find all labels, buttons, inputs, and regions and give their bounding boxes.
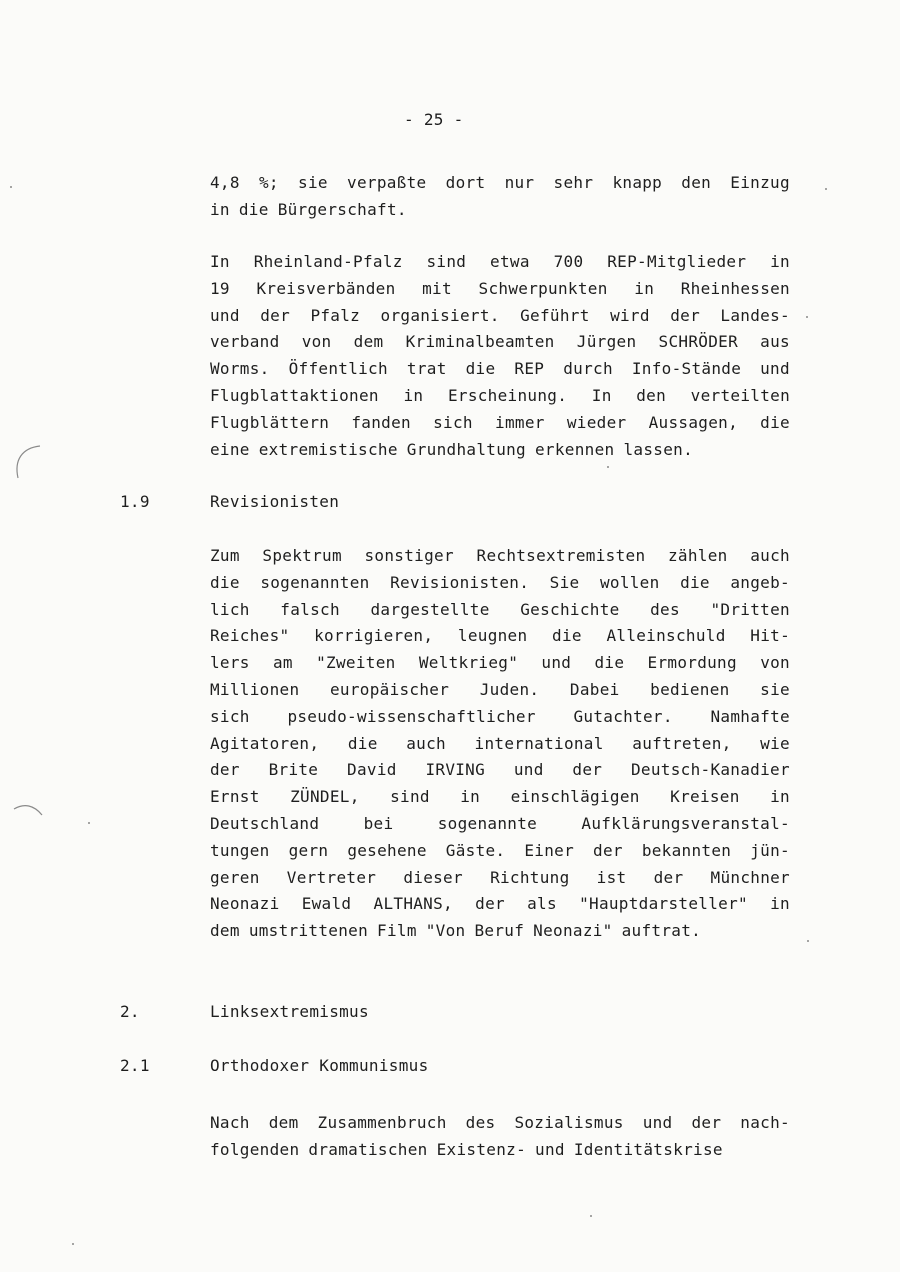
word: Juden. [479,679,540,699]
word: dramatischen [308,1139,428,1159]
word: Beruf [474,921,525,941]
word: sie [298,173,328,192]
word: Neonazi [210,894,280,914]
word: REP-Mitglieder [607,252,747,271]
scan-margin-mark [8,440,48,500]
word: Info-Stände [631,359,742,379]
word: durch [563,359,613,379]
word: Identitätskrise [573,1139,723,1159]
word: die [552,626,582,646]
word: den [681,173,712,192]
word: "Von [425,921,466,941]
word: Rheinland-Pfalz [253,252,403,271]
word: Brite [268,760,319,780]
word: umstrittenen [248,921,369,941]
word: Kreisverbänden [256,278,396,298]
word: auch [406,733,446,753]
word: 19 [210,278,230,298]
word: Bürgerschaft. [277,199,407,219]
word: Vertreter [286,867,377,887]
scan-speck [807,940,809,942]
word: die [760,412,790,432]
word: die [594,653,625,673]
word: in [634,278,655,298]
word: etwa [490,252,530,271]
word: wie [760,733,790,753]
text-line [210,276,790,303]
text-line [210,677,790,704]
word: bekannten [641,840,732,860]
word: ist [596,867,627,887]
scan-margin-mark [8,795,48,825]
word: Geführt [520,305,590,325]
word: als [527,894,557,914]
word: Deutsch-Kanadier [630,760,790,780]
scan-speck [88,822,90,824]
word: sich [210,706,250,726]
text-line [210,570,790,597]
word: Rechtsextremisten [476,546,646,565]
word: dargestellte [370,599,490,619]
word: in [770,894,790,914]
word: "Dritten [710,599,790,619]
word: David [347,760,397,780]
text-line [210,356,790,383]
word: der [572,760,603,780]
text-line [210,891,790,918]
section-title-orthodoxer-kommunismus: Orthodoxer Kommunismus [210,1056,429,1075]
word: auch [750,546,790,565]
word: gern [288,840,329,860]
word: 700 [553,252,584,271]
word: Ewald [301,894,352,914]
paragraph-kommunismus [210,1110,790,1164]
word: sonstiger [364,546,454,565]
paragraph-revisionisten [210,543,790,945]
word: und [513,760,544,780]
text-line [210,704,790,731]
word: Zum [210,546,240,565]
word: einschlägigen [510,787,640,807]
word: wieder [566,412,627,432]
word: Sie [549,572,580,592]
text-line [210,1110,790,1137]
scan-speck [72,1243,74,1245]
word: verteilten [690,385,790,405]
word: Ernst [210,787,260,807]
word: in [403,385,424,405]
word: Namhafte [710,706,790,726]
text-line [210,757,790,784]
word: folgenden [210,1139,300,1159]
word: falsch [280,599,340,619]
word: REP [514,359,545,379]
text-line [210,303,790,330]
word: die [347,733,378,753]
word: dem [353,332,384,352]
word: pseudo-wissenschaftlicher [287,706,536,726]
word: sehr [553,173,594,192]
word: sind [426,252,467,271]
word: europäischer [329,679,450,699]
word: %; [258,173,279,192]
word: Erscheinung. [447,385,568,405]
word: verpaßte [347,173,427,192]
word: dem [268,1113,299,1132]
word: auftreten, [632,733,732,753]
word: mit [422,278,452,298]
word: Geschichte [520,599,620,619]
word: Reiches" [210,626,290,646]
word: Alleinschuld [606,626,726,646]
word: Sozialismus [514,1113,624,1132]
word: der [260,305,291,325]
word: zählen [667,546,728,565]
word: die [465,359,496,379]
word: den [636,385,667,405]
text-line [210,811,790,838]
word: dieser [403,867,463,887]
word: Dabei [569,679,620,699]
word: der [475,894,505,914]
word: Richtung [490,867,570,887]
word: und [210,305,240,325]
word: ALTHANS, [373,894,453,914]
word: in [770,787,790,807]
word: der [593,840,623,860]
word: "Zweiten [316,653,396,673]
word: Aussagen, [648,412,739,432]
word: Schwerpunkten [478,278,608,298]
word: der [670,305,701,325]
word: in [460,787,481,807]
section-title-linksextremismus: Linksextremismus [210,1002,369,1021]
word: Münchner [710,867,790,887]
word: lich [210,599,250,619]
word: Einzug [730,173,790,192]
word: ZÜNDEL, [290,787,360,807]
text-line [210,597,790,624]
text-line [210,918,790,945]
text-line [210,249,790,276]
word: Ermordung [647,653,737,673]
word: tungen [210,840,270,860]
word: Landes- [720,305,790,325]
paragraph-hamburg-result [210,170,790,224]
scan-speck [10,186,12,188]
text-line [210,410,790,437]
word: sind [390,787,430,807]
word: der [210,760,240,780]
word: gesehene [347,840,427,860]
word: wollen [599,572,660,592]
word: Jürgen [576,332,637,352]
word: Zusammenbruch [317,1113,447,1132]
word: in [770,252,790,271]
word: sich [433,412,473,432]
text-line [210,170,790,197]
word: extremistische [258,439,398,459]
word: Kreisen [670,787,740,807]
word: Neonazi" [533,921,613,941]
word: immer [495,412,545,432]
word: und [760,359,790,379]
word: Einer [524,840,575,860]
word: dem [210,921,240,941]
word: der [653,867,684,887]
word: sie [760,679,790,699]
word: korrigieren, [314,626,434,646]
word: Film [377,921,417,941]
word: in [210,199,230,219]
word: wird [610,305,650,325]
text-line [210,731,790,758]
page-number: - 25 - [404,110,464,129]
word: verband [210,332,280,352]
word: Pfalz [310,305,361,325]
word: nach- [740,1113,790,1132]
text-line [210,865,790,892]
word: Millionen [210,679,300,699]
text-line [210,650,790,677]
section-number-2: 2. [120,1002,140,1021]
word: Gutachter. [573,706,673,726]
word: knapp [612,173,663,192]
word: auftrat. [621,921,702,941]
text-line [210,784,790,811]
section-number-1-9: 1.9 [120,492,150,511]
word: In [210,252,230,271]
scan-speck [590,1215,592,1217]
scan-speck [607,466,609,468]
word: des [465,1113,496,1132]
word: organisiert. [380,305,500,325]
word: Spektrum [262,546,342,565]
word: die [680,572,710,592]
word: lers [210,653,250,673]
text-line [210,623,790,650]
word: Nach [210,1113,250,1132]
scan-speck [806,316,808,318]
text-line [210,437,790,464]
word: Flugblattaktionen [210,385,379,405]
word: dort [445,173,486,192]
word: Öffentlich [288,359,388,379]
text-line [210,838,790,865]
text-line [210,1137,790,1164]
word: die [210,572,240,592]
word: Kriminalbeamten [405,332,555,352]
paragraph-rheinland-pfalz [210,249,790,463]
word: geren [210,867,260,887]
word: Weltkrieg" [418,653,519,673]
word: angeb- [730,572,790,592]
word: Revisionisten. [390,572,530,592]
text-line [210,197,790,224]
word: trat [406,359,447,379]
word: In [591,385,612,405]
text-line [210,329,790,356]
word: bei [363,813,394,833]
word: Aufklärungsveranstal- [581,813,790,833]
word: 4,8 [210,173,240,192]
word: fanden [351,412,411,432]
word: Gäste. [445,840,506,860]
word: sogenannte [437,813,538,833]
word: Worms. [210,359,270,379]
word: IRVING [425,760,486,780]
word: leugnen [457,626,528,646]
word: und [535,1139,565,1159]
word: von [301,332,332,352]
word: Rheinhessen [680,278,790,298]
word: der [691,1113,722,1132]
word: jün- [750,840,790,860]
word: bedienen [650,679,730,699]
section-title-revisionisten: Revisionisten [210,492,340,511]
word: Existenz- [436,1139,527,1159]
word: des [650,599,680,619]
text-line [210,543,790,570]
word: international [474,733,604,753]
scan-speck [825,188,827,190]
word: SCHRÖDER [658,332,739,352]
word: nur [504,173,535,192]
word: sogenannten [260,572,370,592]
word: und [642,1113,673,1132]
word: Flugblättern [210,412,330,432]
text-line [210,383,790,410]
word: Grundhaltung [406,439,526,459]
word: die [238,199,269,219]
word: aus [760,332,790,352]
word: Agitatoren, [210,733,320,753]
word: Deutschland [210,813,320,833]
word: Hit- [750,626,790,646]
word: erkennen [535,439,615,459]
section-number-2-1: 2.1 [120,1056,150,1075]
word: "Hauptdarsteller" [579,894,748,914]
word: von [760,653,790,673]
word: lassen. [623,439,693,459]
word: am [272,653,293,673]
word: eine [210,439,250,459]
word: und [541,653,572,673]
